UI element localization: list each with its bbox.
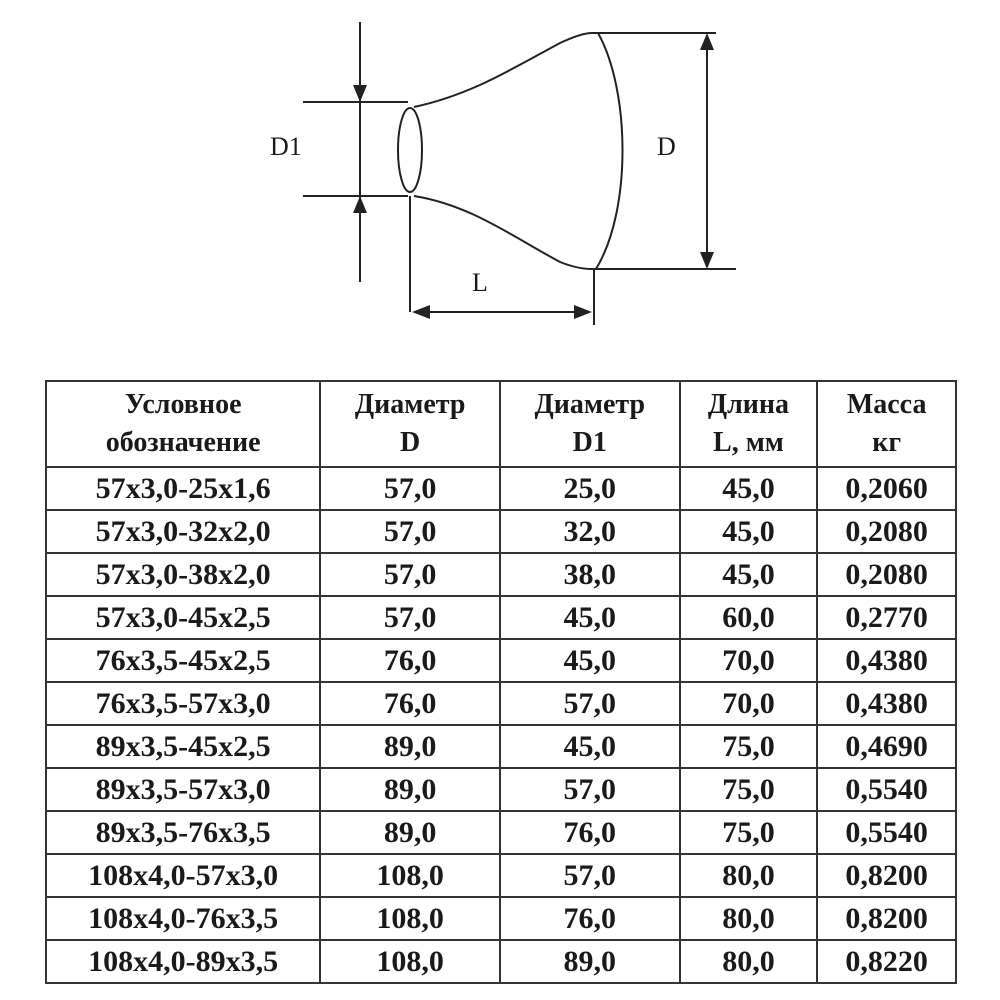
cell-length: 75,0	[680, 811, 818, 854]
header-line: Диаметр	[354, 389, 466, 420]
cell-mass: 0,2060	[817, 467, 956, 510]
cell-designation: 76x3,5-57x3,0	[46, 682, 320, 725]
header-diameter-d1	[500, 381, 680, 467]
header-length	[680, 381, 818, 467]
cell-diameter-d: 76,0	[320, 639, 500, 682]
d-label: D	[657, 132, 676, 161]
cell-mass: 0,5540	[817, 811, 956, 854]
cell-length: 70,0	[680, 682, 818, 725]
cell-diameter-d1: 76,0	[500, 897, 680, 940]
cell-designation: 57x3,0-45x2,5	[46, 596, 320, 639]
cell-designation: 108x4,0-76x3,5	[46, 897, 320, 940]
table-row	[46, 510, 956, 553]
reducer-diagram	[0, 0, 1000, 360]
cell-length: 80,0	[680, 897, 818, 940]
cell-designation: 108x4,0-89x3,5	[46, 940, 320, 983]
cell-diameter-d1: 57,0	[500, 768, 680, 811]
table-row	[46, 854, 956, 897]
cell-diameter-d1: 89,0	[500, 940, 680, 983]
cell-diameter-d1: 45,0	[500, 725, 680, 768]
cell-diameter-d1: 38,0	[500, 553, 680, 596]
cell-length: 80,0	[680, 854, 818, 897]
d1-label: D1	[270, 132, 302, 161]
cell-length: 75,0	[680, 768, 818, 811]
header-designation	[46, 381, 320, 467]
header-line: D	[400, 427, 421, 458]
cell-length: 45,0	[680, 553, 818, 596]
header-line: D1	[572, 427, 607, 458]
header-line: Диаметр	[534, 389, 646, 420]
reducer-drawing-icon	[0, 0, 1000, 360]
cell-mass: 0,2080	[817, 553, 956, 596]
table-row	[46, 940, 956, 983]
cell-length: 70,0	[680, 639, 818, 682]
cell-length: 75,0	[680, 725, 818, 768]
cell-diameter-d1: 32,0	[500, 510, 680, 553]
cell-mass: 0,8220	[817, 940, 956, 983]
cell-diameter-d: 108,0	[320, 940, 500, 983]
cell-mass: 0,2770	[817, 596, 956, 639]
header-diameter-d	[320, 381, 500, 467]
cell-designation: 57x3,0-32x2,0	[46, 510, 320, 553]
cell-mass: 0,4690	[817, 725, 956, 768]
cell-designation: 89x3,5-45x2,5	[46, 725, 320, 768]
cell-diameter-d: 89,0	[320, 768, 500, 811]
cell-diameter-d1: 45,0	[500, 639, 680, 682]
table-row	[46, 811, 956, 854]
cell-designation: 57x3,0-38x2,0	[46, 553, 320, 596]
cell-diameter-d1: 57,0	[500, 682, 680, 725]
table-header-row	[46, 381, 956, 467]
cell-diameter-d: 57,0	[320, 596, 500, 639]
cell-designation: 89x3,5-57x3,0	[46, 768, 320, 811]
table-row	[46, 897, 956, 940]
cell-diameter-d: 108,0	[320, 897, 500, 940]
cell-designation: 89x3,5-76x3,5	[46, 811, 320, 854]
cell-diameter-d1: 25,0	[500, 467, 680, 510]
cell-mass: 0,2080	[817, 510, 956, 553]
table-row	[46, 639, 956, 682]
cell-diameter-d1: 76,0	[500, 811, 680, 854]
cell-designation: 57x3,0-25x1,6	[46, 467, 320, 510]
cell-mass: 0,8200	[817, 854, 956, 897]
table-row	[46, 768, 956, 811]
cell-diameter-d: 108,0	[320, 854, 500, 897]
table-row	[46, 467, 956, 510]
header-line: Масса	[846, 389, 927, 420]
cell-mass: 0,4380	[817, 682, 956, 725]
cell-length: 45,0	[680, 467, 818, 510]
cell-designation: 76x3,5-45x2,5	[46, 639, 320, 682]
cell-diameter-d: 57,0	[320, 510, 500, 553]
cell-length: 45,0	[680, 510, 818, 553]
cell-designation: 108x4,0-57x3,0	[46, 854, 320, 897]
l-label: L	[472, 268, 488, 297]
cell-diameter-d: 76,0	[320, 682, 500, 725]
cell-diameter-d1: 57,0	[500, 854, 680, 897]
header-mass	[817, 381, 956, 467]
reducer-spec-table	[45, 380, 957, 984]
cell-diameter-d: 89,0	[320, 725, 500, 768]
table-row	[46, 682, 956, 725]
cell-mass: 0,8200	[817, 897, 956, 940]
cell-mass: 0,4380	[817, 639, 956, 682]
header-line: Условное	[124, 389, 242, 420]
table-row	[46, 596, 956, 639]
cell-diameter-d1: 45,0	[500, 596, 680, 639]
header-line: кг	[872, 427, 902, 458]
table-row	[46, 725, 956, 768]
cell-mass: 0,5540	[817, 768, 956, 811]
cell-length: 60,0	[680, 596, 818, 639]
header-line: Длина	[707, 389, 790, 420]
cell-diameter-d: 57,0	[320, 553, 500, 596]
header-line: L, мм	[713, 427, 784, 458]
cell-diameter-d: 89,0	[320, 811, 500, 854]
header-line: обозначение	[105, 427, 261, 458]
table-row	[46, 553, 956, 596]
cell-diameter-d: 57,0	[320, 467, 500, 510]
cell-length: 80,0	[680, 940, 818, 983]
